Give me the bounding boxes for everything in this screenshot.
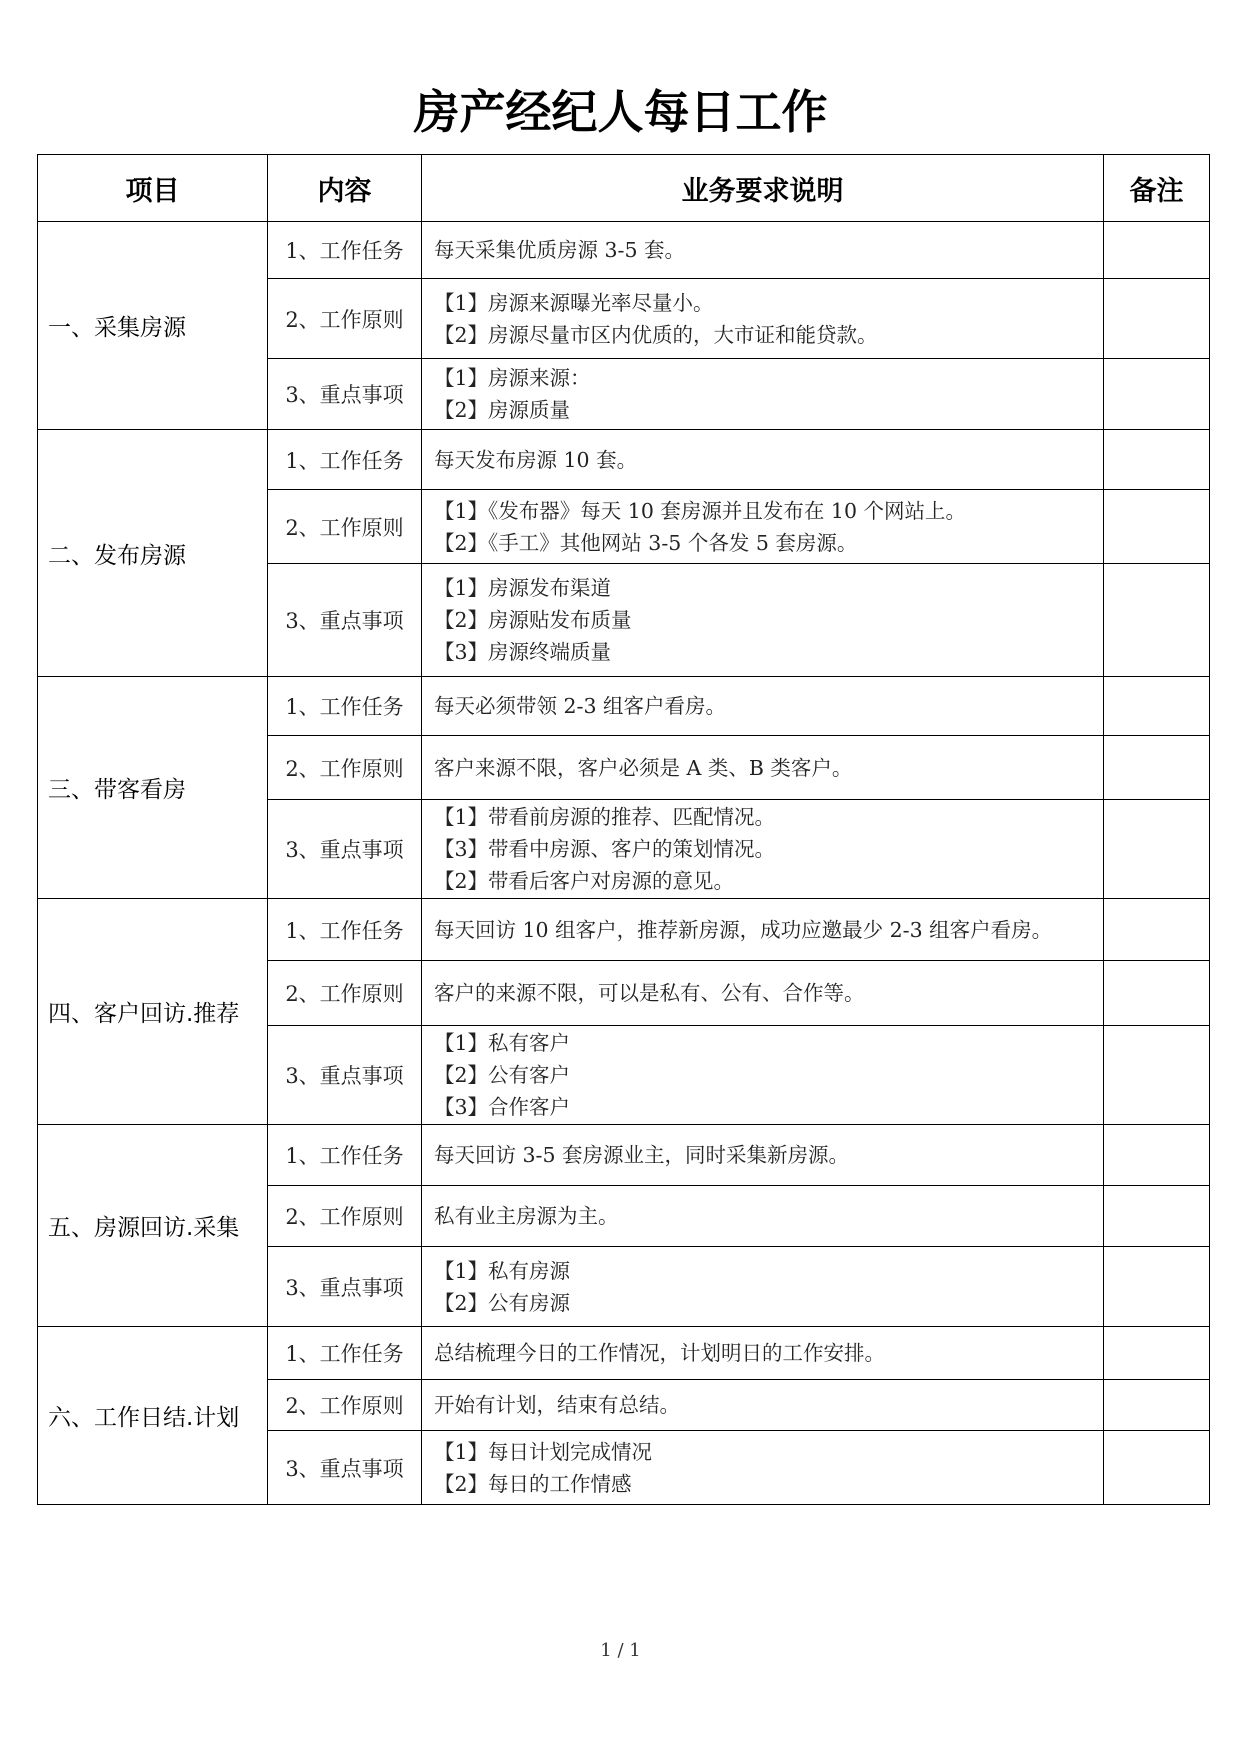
content-cell: 1、工作任务 [268, 222, 422, 279]
content-cell: 1、工作任务 [268, 899, 422, 961]
desc-line: 开始有计划，结束有总结。 [434, 1393, 680, 1417]
note-cell [1104, 1125, 1210, 1186]
content-cell: 3、重点事项 [268, 800, 422, 899]
desc-cell [422, 677, 1104, 736]
note-cell [1104, 1247, 1210, 1327]
desc-cell [422, 1431, 1104, 1505]
desc-line: 【3】带看中房源、客户的策划情况。 [434, 837, 776, 861]
note-cell [1104, 1431, 1210, 1505]
note-cell [1104, 736, 1210, 800]
desc-line: 【1】《发布器》每天 10 套房源并且发布在 10 个网站上。 [434, 498, 967, 523]
project-cell: 二、发布房源 [38, 430, 268, 677]
note-cell [1104, 899, 1210, 961]
note-cell [1104, 279, 1210, 359]
content-cell: 2、工作原则 [268, 961, 422, 1026]
desc-line: 每天采集优质房源 3-5 套。 [434, 238, 686, 262]
note-cell [1104, 800, 1210, 899]
desc-cell [422, 961, 1104, 1026]
desc-cell [422, 800, 1104, 899]
content-cell: 1、工作任务 [268, 430, 422, 490]
note-cell [1104, 222, 1210, 279]
content-cell: 3、重点事项 [268, 359, 422, 430]
desc-line: 【2】《手工》其他网站 3-5 个各发 5 套房源。 [434, 530, 858, 555]
page-title: 房产经纪人每日工作 [413, 85, 828, 139]
desc-line: 【2】公有房源 [434, 1290, 571, 1315]
content-cell: 1、工作任务 [268, 1125, 422, 1186]
note-cell [1104, 677, 1210, 736]
desc-cell [422, 1380, 1104, 1431]
content-cell: 3、重点事项 [268, 1247, 422, 1327]
work-table [37, 154, 1210, 1505]
desc-cell [422, 222, 1104, 279]
desc-cell [422, 736, 1104, 800]
desc-line: 【2】房源贴发布质量 [434, 608, 632, 632]
header-content: 内容 [268, 155, 422, 222]
desc-cell [422, 1327, 1104, 1380]
note-cell [1104, 564, 1210, 677]
table-row [38, 1327, 1210, 1380]
content-cell: 3、重点事项 [268, 1026, 422, 1125]
desc-line: 【2】房源质量 [434, 398, 571, 422]
project-cell: 六、工作日结.计划 [38, 1327, 268, 1505]
content-cell: 2、工作原则 [268, 736, 422, 800]
note-cell [1104, 359, 1210, 430]
note-cell [1104, 430, 1210, 490]
note-cell [1104, 490, 1210, 564]
desc-line: 客户来源不限，客户必须是 A 类、B 类客户。 [434, 755, 853, 780]
header-note: 备注 [1104, 155, 1210, 222]
page-number: 1 / 1 [600, 1640, 641, 1661]
desc-line: 【1】每日计划完成情况 [434, 1439, 653, 1464]
table-row [38, 899, 1210, 961]
table-row [38, 430, 1210, 490]
desc-line: 【2】带看后客户对房源的意见。 [434, 869, 735, 893]
content-cell: 3、重点事项 [268, 564, 422, 677]
table-row [38, 1125, 1210, 1186]
project-cell: 三、带客看房 [38, 677, 268, 899]
note-cell [1104, 1380, 1210, 1431]
desc-line: 每天回访 10 组客户，推荐新房源，成功应邀最少 2-3 组客户看房。 [434, 917, 1053, 942]
note-cell [1104, 1026, 1210, 1125]
content-cell: 1、工作任务 [268, 1327, 422, 1380]
desc-cell [422, 1125, 1104, 1186]
desc-cell [422, 430, 1104, 490]
header-project: 项目 [38, 155, 268, 222]
desc-line: 【1】房源来源曝光率尽量小。 [434, 290, 714, 315]
project-cell: 一、采集房源 [38, 222, 268, 430]
desc-line: 私有业主房源为主。 [434, 1204, 619, 1228]
desc-line: 【1】房源来源： [434, 366, 591, 390]
note-cell [1104, 961, 1210, 1026]
content-cell: 2、工作原则 [268, 1380, 422, 1431]
desc-line: 每天必须带领 2-3 组客户看房。 [434, 694, 727, 718]
desc-cell [422, 490, 1104, 564]
desc-cell [422, 359, 1104, 430]
table-header-row [38, 155, 1210, 222]
desc-line: 【1】房源发布渠道 [434, 576, 612, 600]
desc-line: 总结梳理今日的工作情况，计划明日的工作安排。 [434, 1341, 885, 1365]
table-body [38, 222, 1210, 1505]
desc-line: 【3】房源终端质量 [434, 640, 612, 664]
header-desc: 业务要求说明 [422, 155, 1104, 222]
desc-line: 客户的来源不限，可以是私有、公有、合作等。 [434, 981, 865, 1005]
project-cell: 五、房源回访.采集 [38, 1125, 268, 1327]
project-cell: 四、客户回访.推荐 [38, 899, 268, 1125]
desc-line: 【2】房源尽量市区内优质的，大市证和能贷款。 [434, 322, 878, 347]
desc-line: 【1】私有客户 [434, 1031, 571, 1055]
desc-line: 【2】每日的工作情感 [434, 1471, 632, 1496]
content-cell: 3、重点事项 [268, 1431, 422, 1505]
content-cell: 1、工作任务 [268, 677, 422, 736]
table-row [38, 677, 1210, 736]
content-cell: 2、工作原则 [268, 490, 422, 564]
desc-line: 【2】公有客户 [434, 1063, 571, 1087]
desc-cell [422, 1026, 1104, 1125]
desc-line: 每天发布房源 10 套。 [434, 447, 638, 472]
desc-cell [422, 564, 1104, 677]
content-cell: 2、工作原则 [268, 279, 422, 359]
content-cell: 2、工作原则 [268, 1186, 422, 1247]
desc-cell [422, 279, 1104, 359]
desc-line: 每天回访 3-5 套房源业主，同时采集新房源。 [434, 1143, 850, 1167]
note-cell [1104, 1186, 1210, 1247]
desc-line: 【1】私有房源 [434, 1258, 571, 1283]
desc-cell [422, 1186, 1104, 1247]
table-row [38, 222, 1210, 279]
desc-cell [422, 1247, 1104, 1327]
desc-line: 【1】带看前房源的推荐、匹配情况。 [434, 805, 776, 829]
note-cell [1104, 1327, 1210, 1380]
desc-cell [422, 899, 1104, 961]
desc-line: 【3】合作客户 [434, 1095, 571, 1119]
